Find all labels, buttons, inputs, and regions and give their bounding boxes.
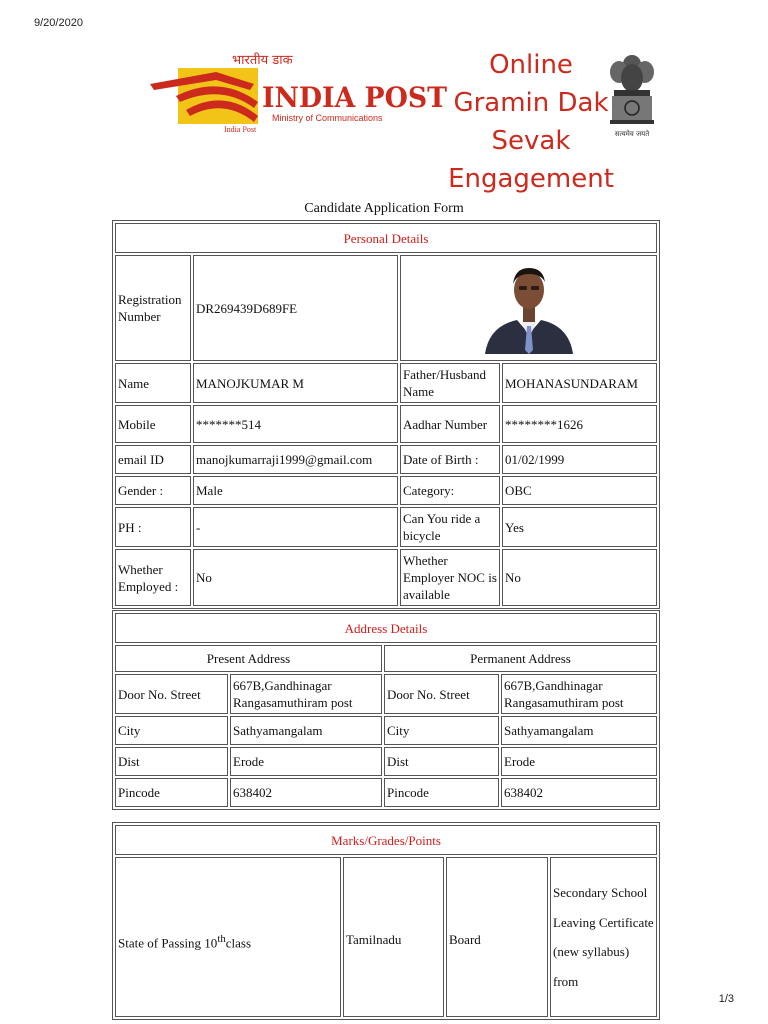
present-pincode-label: Pincode bbox=[115, 778, 228, 807]
portal-title-line: Sevak bbox=[491, 126, 571, 156]
marks-title: Marks/Grades/Points bbox=[115, 825, 657, 855]
present-city-value: Sathyamangalam bbox=[230, 716, 382, 745]
personal-details-title: Personal Details bbox=[115, 223, 657, 253]
aadhar-label: Aadhar Number bbox=[400, 405, 500, 443]
portal-title bbox=[446, 46, 616, 198]
permanent-pincode-label: Pincode bbox=[384, 778, 499, 807]
bicycle-value: Yes bbox=[502, 507, 657, 547]
name-label: Name bbox=[115, 363, 191, 403]
address-details-table bbox=[112, 610, 660, 810]
present-address-header: Present Address bbox=[115, 645, 382, 672]
photo-cell bbox=[400, 255, 657, 361]
present-city-label: City bbox=[115, 716, 228, 745]
state-label-text: State of Passing 10 bbox=[118, 935, 218, 951]
logo-small-text: India Post bbox=[224, 125, 257, 134]
logo-title: INDIA POST bbox=[262, 81, 448, 114]
present-pincode-value: 638402 bbox=[230, 778, 382, 807]
name-value: MANOJKUMAR M bbox=[193, 363, 398, 403]
page-number: 1/3 bbox=[718, 993, 734, 1005]
permanent-dist-label: Dist bbox=[384, 747, 499, 776]
noc-label: Whether Employer NOC is available bbox=[400, 549, 500, 606]
gender-value: Male bbox=[193, 476, 398, 505]
dob-label: Date of Birth : bbox=[400, 445, 500, 474]
personal-details-table bbox=[112, 220, 660, 609]
marks-table bbox=[112, 822, 660, 1020]
category-label: Category: bbox=[400, 476, 500, 505]
national-emblem-icon bbox=[606, 50, 658, 142]
emblem-motto: सत्यमेव जयते bbox=[614, 130, 650, 138]
aadhar-value: ********1626 bbox=[502, 405, 657, 443]
ph-label: PH : bbox=[115, 507, 191, 547]
board-value: Secondary School Leaving Certificate (new syllabus) from bbox=[550, 857, 657, 1017]
india-post-logo bbox=[150, 50, 450, 135]
employed-value: No bbox=[193, 549, 398, 606]
father-name-label: Father/Husband Name bbox=[400, 363, 500, 403]
bicycle-label: Can You ride a bicycle bbox=[400, 507, 500, 547]
permanent-city-label: City bbox=[384, 716, 499, 745]
employed-label: Whether Employed : bbox=[115, 549, 191, 606]
address-details-title: Address Details bbox=[115, 613, 657, 643]
state-label-suffix: class bbox=[225, 935, 252, 951]
permanent-pincode-value: 638402 bbox=[501, 778, 657, 807]
permanent-door-value: 667B,Gandhinagar Rangasamuthiram post bbox=[501, 674, 657, 714]
print-date: 9/20/2020 bbox=[34, 17, 83, 29]
dob-value: 01/02/1999 bbox=[502, 445, 657, 474]
permanent-city-value: Sathyamangalam bbox=[501, 716, 657, 745]
registration-label: Registration Number bbox=[115, 255, 191, 361]
permanent-door-label: Door No. Street bbox=[384, 674, 499, 714]
father-name-value: MOHANASUNDARAM bbox=[502, 363, 657, 403]
category-value: OBC bbox=[502, 476, 657, 505]
portal-title-line: Online bbox=[489, 50, 573, 80]
permanent-dist-value: Erode bbox=[501, 747, 657, 776]
present-door-value: 667B,Gandhinagar Rangasamuthiram post bbox=[230, 674, 382, 714]
board-label: Board bbox=[446, 857, 548, 1017]
mobile-value: *******514 bbox=[193, 405, 398, 443]
logo-hindi-text: भारतीय डाक bbox=[232, 53, 293, 68]
present-dist-label: Dist bbox=[115, 747, 228, 776]
portal-title-line: Engagement bbox=[448, 164, 614, 194]
gender-label: Gender : bbox=[115, 476, 191, 505]
email-label: email ID bbox=[115, 445, 191, 474]
present-door-label: Door No. Street bbox=[115, 674, 228, 714]
noc-value: No bbox=[502, 549, 657, 606]
present-dist-value: Erode bbox=[230, 747, 382, 776]
email-value: manojkumarraji1999@gmail.com bbox=[193, 445, 398, 474]
logo-subtitle: Ministry of Communications bbox=[272, 113, 383, 123]
form-caption: Candidate Application Form bbox=[304, 201, 464, 216]
portal-title-line: Gramin Dak bbox=[453, 88, 609, 118]
registration-value: DR269439D689FE bbox=[193, 255, 398, 361]
ph-value: - bbox=[193, 507, 398, 547]
candidate-photo bbox=[481, 260, 577, 354]
state-of-passing-label bbox=[115, 857, 341, 1017]
permanent-address-header: Permanent Address bbox=[384, 645, 657, 672]
state-label-superscript: th bbox=[217, 932, 226, 945]
state-of-passing-value: Tamilnadu bbox=[343, 857, 444, 1017]
mobile-label: Mobile bbox=[115, 405, 191, 443]
